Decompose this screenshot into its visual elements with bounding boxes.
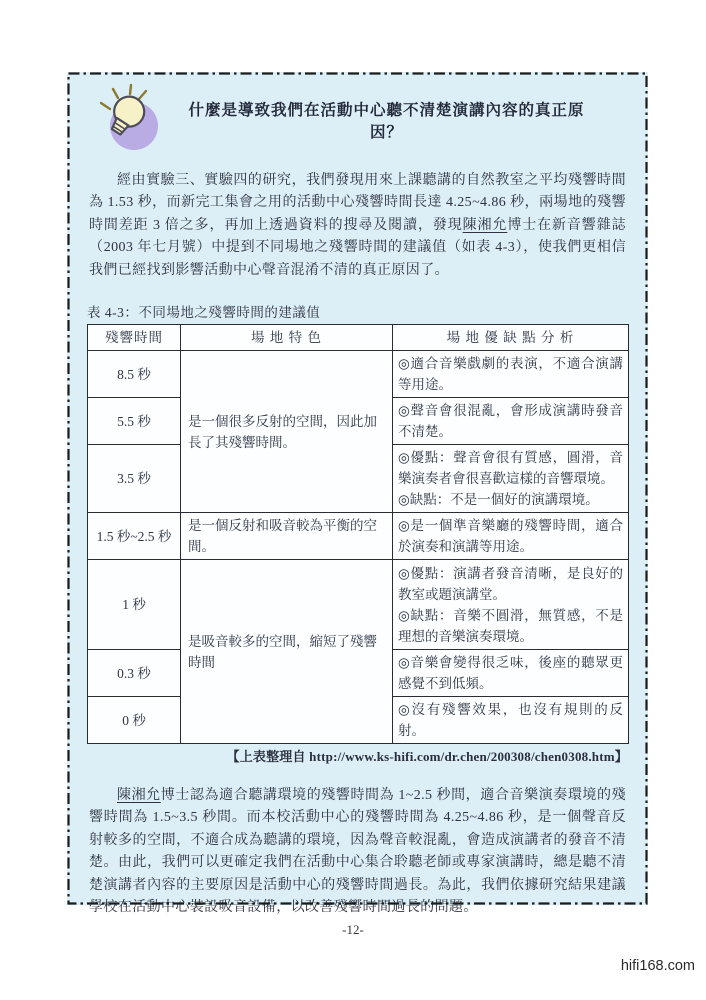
analysis-item: ◎是一個準音樂廳的殘響時間，適合於演奏和演講等用途。 xyxy=(398,518,623,555)
time-cell: 1 秒 xyxy=(88,560,181,650)
time-cell: 8.5 秒 xyxy=(88,351,181,398)
analysis-cell xyxy=(393,560,629,650)
content-panel xyxy=(67,72,648,916)
analysis-cell xyxy=(393,351,629,398)
analysis-item: ◎缺點：音樂不圓滑，無質感，不是理想的音樂演奏環境。 xyxy=(398,607,623,644)
analysis-cell xyxy=(393,513,629,560)
expert-name: 陳湘允 xyxy=(462,217,508,233)
time-cell: 0 秒 xyxy=(88,697,181,744)
table-row xyxy=(88,513,629,560)
col-header-analysis: 場 地 優 缺 點 分 析 xyxy=(393,325,629,351)
analysis-cell xyxy=(393,445,629,513)
analysis-item: ◎優點：聲音會很有質感，圓滑，音樂演奏者會很喜歡這樣的音響環境。 xyxy=(398,450,623,487)
page-title: 什麼是導致我們在活動中心聽不清楚演講內容的真正原因？ xyxy=(188,102,585,141)
time-cell: 0.3 秒 xyxy=(88,650,181,697)
conclusion-paragraph xyxy=(89,785,626,919)
time-cell: 1.5 秒~2.5 秒 xyxy=(88,513,181,560)
header xyxy=(87,80,628,160)
feature-cell: 是一個反射和吸音較為平衡的空間。 xyxy=(181,513,393,560)
analysis-cell xyxy=(393,650,629,697)
site-watermark: hifi168.com xyxy=(620,958,695,974)
analysis-item: ◎優點：演講者發音清晰，是良好的教室或題演講堂。 xyxy=(398,565,623,602)
table-source: 【上表整理自 http://www.ks-hifi.com/dr.chen/200308/chen0308.htm】 xyxy=(226,749,628,765)
page-number: -12- xyxy=(342,922,364,937)
reverb-table xyxy=(87,324,629,744)
time-cell: 5.5 秒 xyxy=(88,398,181,445)
analysis-cell xyxy=(393,697,629,744)
analysis-item: ◎聲音會很混亂，會形成演講時發音不清楚。 xyxy=(398,403,623,440)
table-header-row xyxy=(88,325,629,351)
col-header-feature: 場 地 特 色 xyxy=(181,325,393,351)
table-caption: 表 4-3：不同場地之殘響時間的建議值 xyxy=(87,305,321,321)
analysis-item: ◎音樂會變得很乏味，後座的聽眾更感覺不到低頻。 xyxy=(398,655,623,692)
intro-paragraph xyxy=(89,170,626,282)
analysis-item: ◎適合音樂戲劇的表演，不適合演講等用途。 xyxy=(398,356,623,393)
time-cell: 3.5 秒 xyxy=(88,445,181,513)
expert-name: 陳湘允 xyxy=(117,788,161,804)
analysis-item: ◎缺點：不是一個好的演講環境。 xyxy=(398,492,599,508)
table-row xyxy=(88,351,629,398)
col-header-time: 殘響時間 xyxy=(88,325,181,351)
analysis-cell xyxy=(393,398,629,445)
analysis-item: ◎沒有殘響效果，也沒有規則的反射。 xyxy=(398,702,623,739)
intro-text-after: 博士在新音響雜誌（2003 年七月號）中提到不同場地之殘響時間的建議值（如表 4-3），使我們更相信我們已經找到影響活動中心聲音混淆不清的真正原因了。 xyxy=(89,217,626,278)
intro-text-before: 經由實驗三、實驗四的研究，我們發現用來上課聽講的自然教室之平均殘響時間為 1.53 秒，而新完工集會之用的活動中心殘響時間長達 4.25~4.86 秒，兩場地的殘響時間差距 3 倍之多，再加上透過資料的搜尋及閱讀，發現 xyxy=(89,173,626,233)
lightbulb-icon xyxy=(87,81,173,159)
feature-cell: 是一個很多反射的空間，因此加長了其殘響時間。 xyxy=(181,351,393,513)
feature-cell: 是吸音較多的空間，縮短了殘響時間 xyxy=(181,560,393,744)
table-row xyxy=(88,560,629,650)
conclusion-text: 博士認為適合聽講環境的殘響時間為 1~2.5 秒間，適合音樂演奏環境的殘響時間為 1.5~3.5 秒間。而本校活動中心的殘響時間為 4.25~4.86 秒，是一個聲音反射較多的空間，不適合成為聽講的環境，因為聲音較混亂，會造成演講者的發音不清楚。由此，我們可以更確定我們在活動中心集合聆聽老師或專家演講時，總是聽不清楚演講者內容的主要原因是活動中心的殘響時間過長。為此，我們依據研究結果建議學校在活動中心裝設吸音設備，以改善殘響時間過長的問題。 xyxy=(89,788,626,916)
